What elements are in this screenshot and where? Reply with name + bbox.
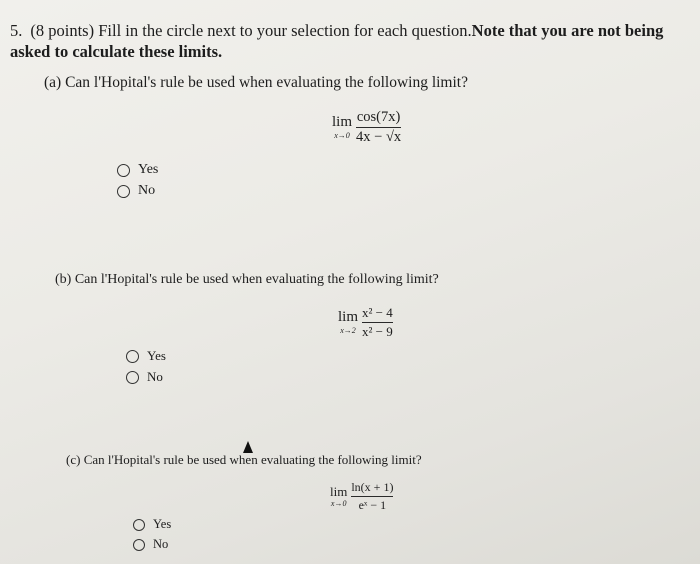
part-a-label: (a) (44, 74, 62, 91)
option-label: No (153, 537, 169, 551)
fraction-bar (356, 127, 401, 128)
part-a-text: Can l'Hopital's rule be used when evaluating the following limit? (65, 74, 468, 91)
option-label: Yes (147, 348, 166, 363)
lim-subscript: x→0 (334, 131, 350, 141)
part-b-limit (338, 306, 393, 338)
part-c-prompt (66, 452, 422, 468)
question-instruction: Fill in the circle next to your selection for each question. (98, 21, 472, 40)
option-label: No (147, 369, 163, 384)
part-a-option-yes[interactable] (117, 162, 158, 178)
limit-denominator: x² − 9 (362, 323, 393, 339)
radio-button[interactable] (117, 164, 130, 177)
fraction-bar (362, 322, 393, 323)
limit-numerator: ln(x + 1) (351, 480, 394, 494)
limit-denominator: eˣ − 1 (358, 497, 387, 512)
limit-numerator: cos(7x) (356, 109, 401, 125)
part-c-option-no[interactable] (133, 537, 168, 552)
part-b-prompt (55, 272, 439, 288)
radio-button[interactable] (126, 371, 139, 384)
option-label: Yes (153, 517, 172, 531)
option-label: Yes (138, 162, 159, 177)
part-c-text: Can l'Hopital's rule be used when evaluating the following limit? (83, 452, 422, 467)
fraction-bar (351, 496, 393, 497)
option-label: No (138, 183, 156, 198)
radio-button[interactable] (126, 350, 139, 363)
lim-subscript: x→0 (330, 498, 347, 508)
part-b-text: Can l'Hopital's rule be used when evaluating the following limit? (74, 272, 439, 287)
part-b-option-yes[interactable] (126, 348, 166, 364)
question-number: 5. (10, 21, 23, 40)
lim-word: lim (332, 114, 353, 131)
part-c-label: (c) (66, 452, 81, 467)
lim-subscript: x→2 (340, 325, 356, 335)
radio-button[interactable] (117, 185, 130, 198)
limit-denominator: 4x − √x (356, 129, 402, 146)
part-a-prompt (44, 74, 468, 92)
part-a-option-no[interactable] (117, 183, 155, 199)
question-note: Note that you are not being asked to calculate these limits. (10, 21, 664, 61)
part-b-label: (b) (55, 272, 72, 287)
part-b-option-no[interactable] (126, 369, 163, 385)
part-a-limit (332, 110, 401, 145)
radio-button[interactable] (133, 519, 145, 531)
question-header (10, 20, 690, 62)
lim-word: lim (330, 483, 348, 499)
part-c-option-yes[interactable] (133, 517, 171, 532)
question-points: (8 points) (30, 21, 95, 40)
lim-word: lim (338, 308, 359, 325)
part-c-limit (330, 481, 393, 511)
radio-button[interactable] (133, 539, 145, 551)
limit-numerator: x² − 4 (362, 305, 393, 320)
